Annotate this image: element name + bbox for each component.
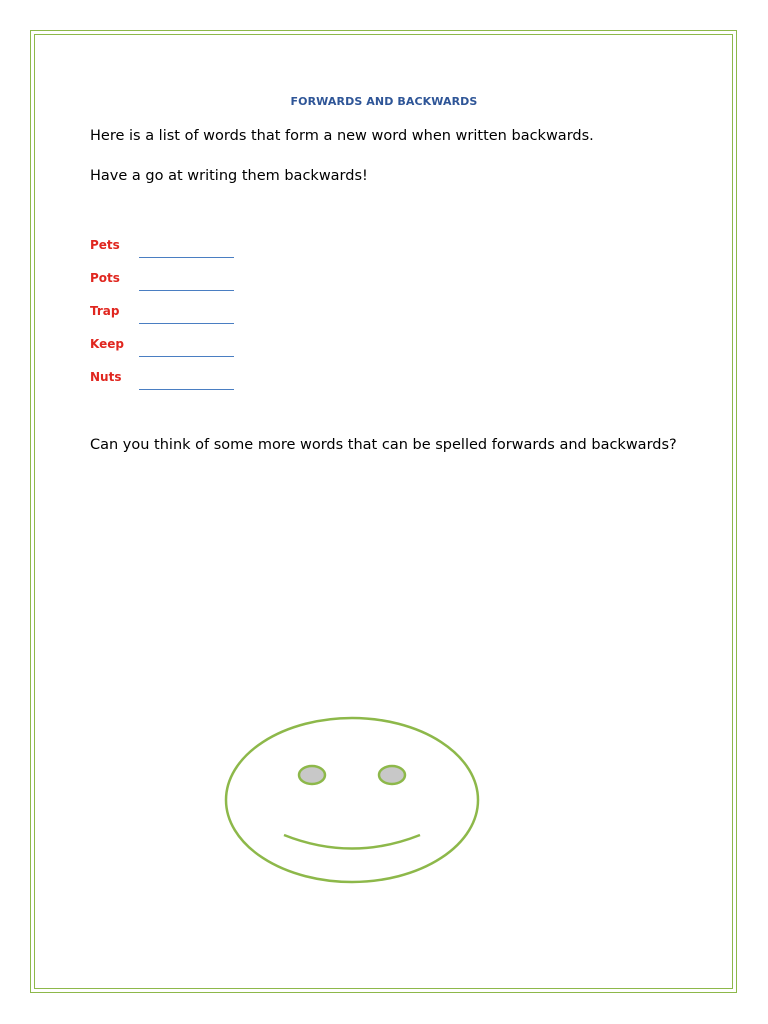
- word-label: Pets: [90, 238, 120, 252]
- answer-line[interactable]: [139, 356, 234, 357]
- smiley-face-outline: [226, 718, 478, 882]
- word-label: Nuts: [90, 370, 122, 384]
- word-label: Keep: [90, 337, 124, 351]
- smiley-right-eye-icon: [379, 766, 405, 784]
- smiley-face-icon: [224, 716, 482, 886]
- answer-line[interactable]: [139, 290, 234, 291]
- word-row: [90, 304, 250, 326]
- word-row: [90, 370, 250, 392]
- word-label: Pots: [90, 271, 120, 285]
- intro-text-2: Have a go at writing them backwards!: [90, 168, 368, 184]
- page-title: FORWARDS AND BACKWARDS: [290, 95, 478, 108]
- answer-line[interactable]: [139, 389, 234, 390]
- answer-line[interactable]: [139, 257, 234, 258]
- word-row: [90, 271, 250, 293]
- question-text: Can you think of some more words that can be spelled forwards and backwards?: [90, 437, 677, 453]
- word-row: [90, 337, 250, 359]
- smiley-left-eye-icon: [299, 766, 325, 784]
- intro-text-1: Here is a list of words that form a new word when written backwards.: [90, 128, 594, 144]
- word-row: [90, 238, 250, 260]
- answer-line[interactable]: [139, 323, 234, 324]
- smiley-mouth-icon: [284, 835, 420, 849]
- word-label: Trap: [90, 304, 120, 318]
